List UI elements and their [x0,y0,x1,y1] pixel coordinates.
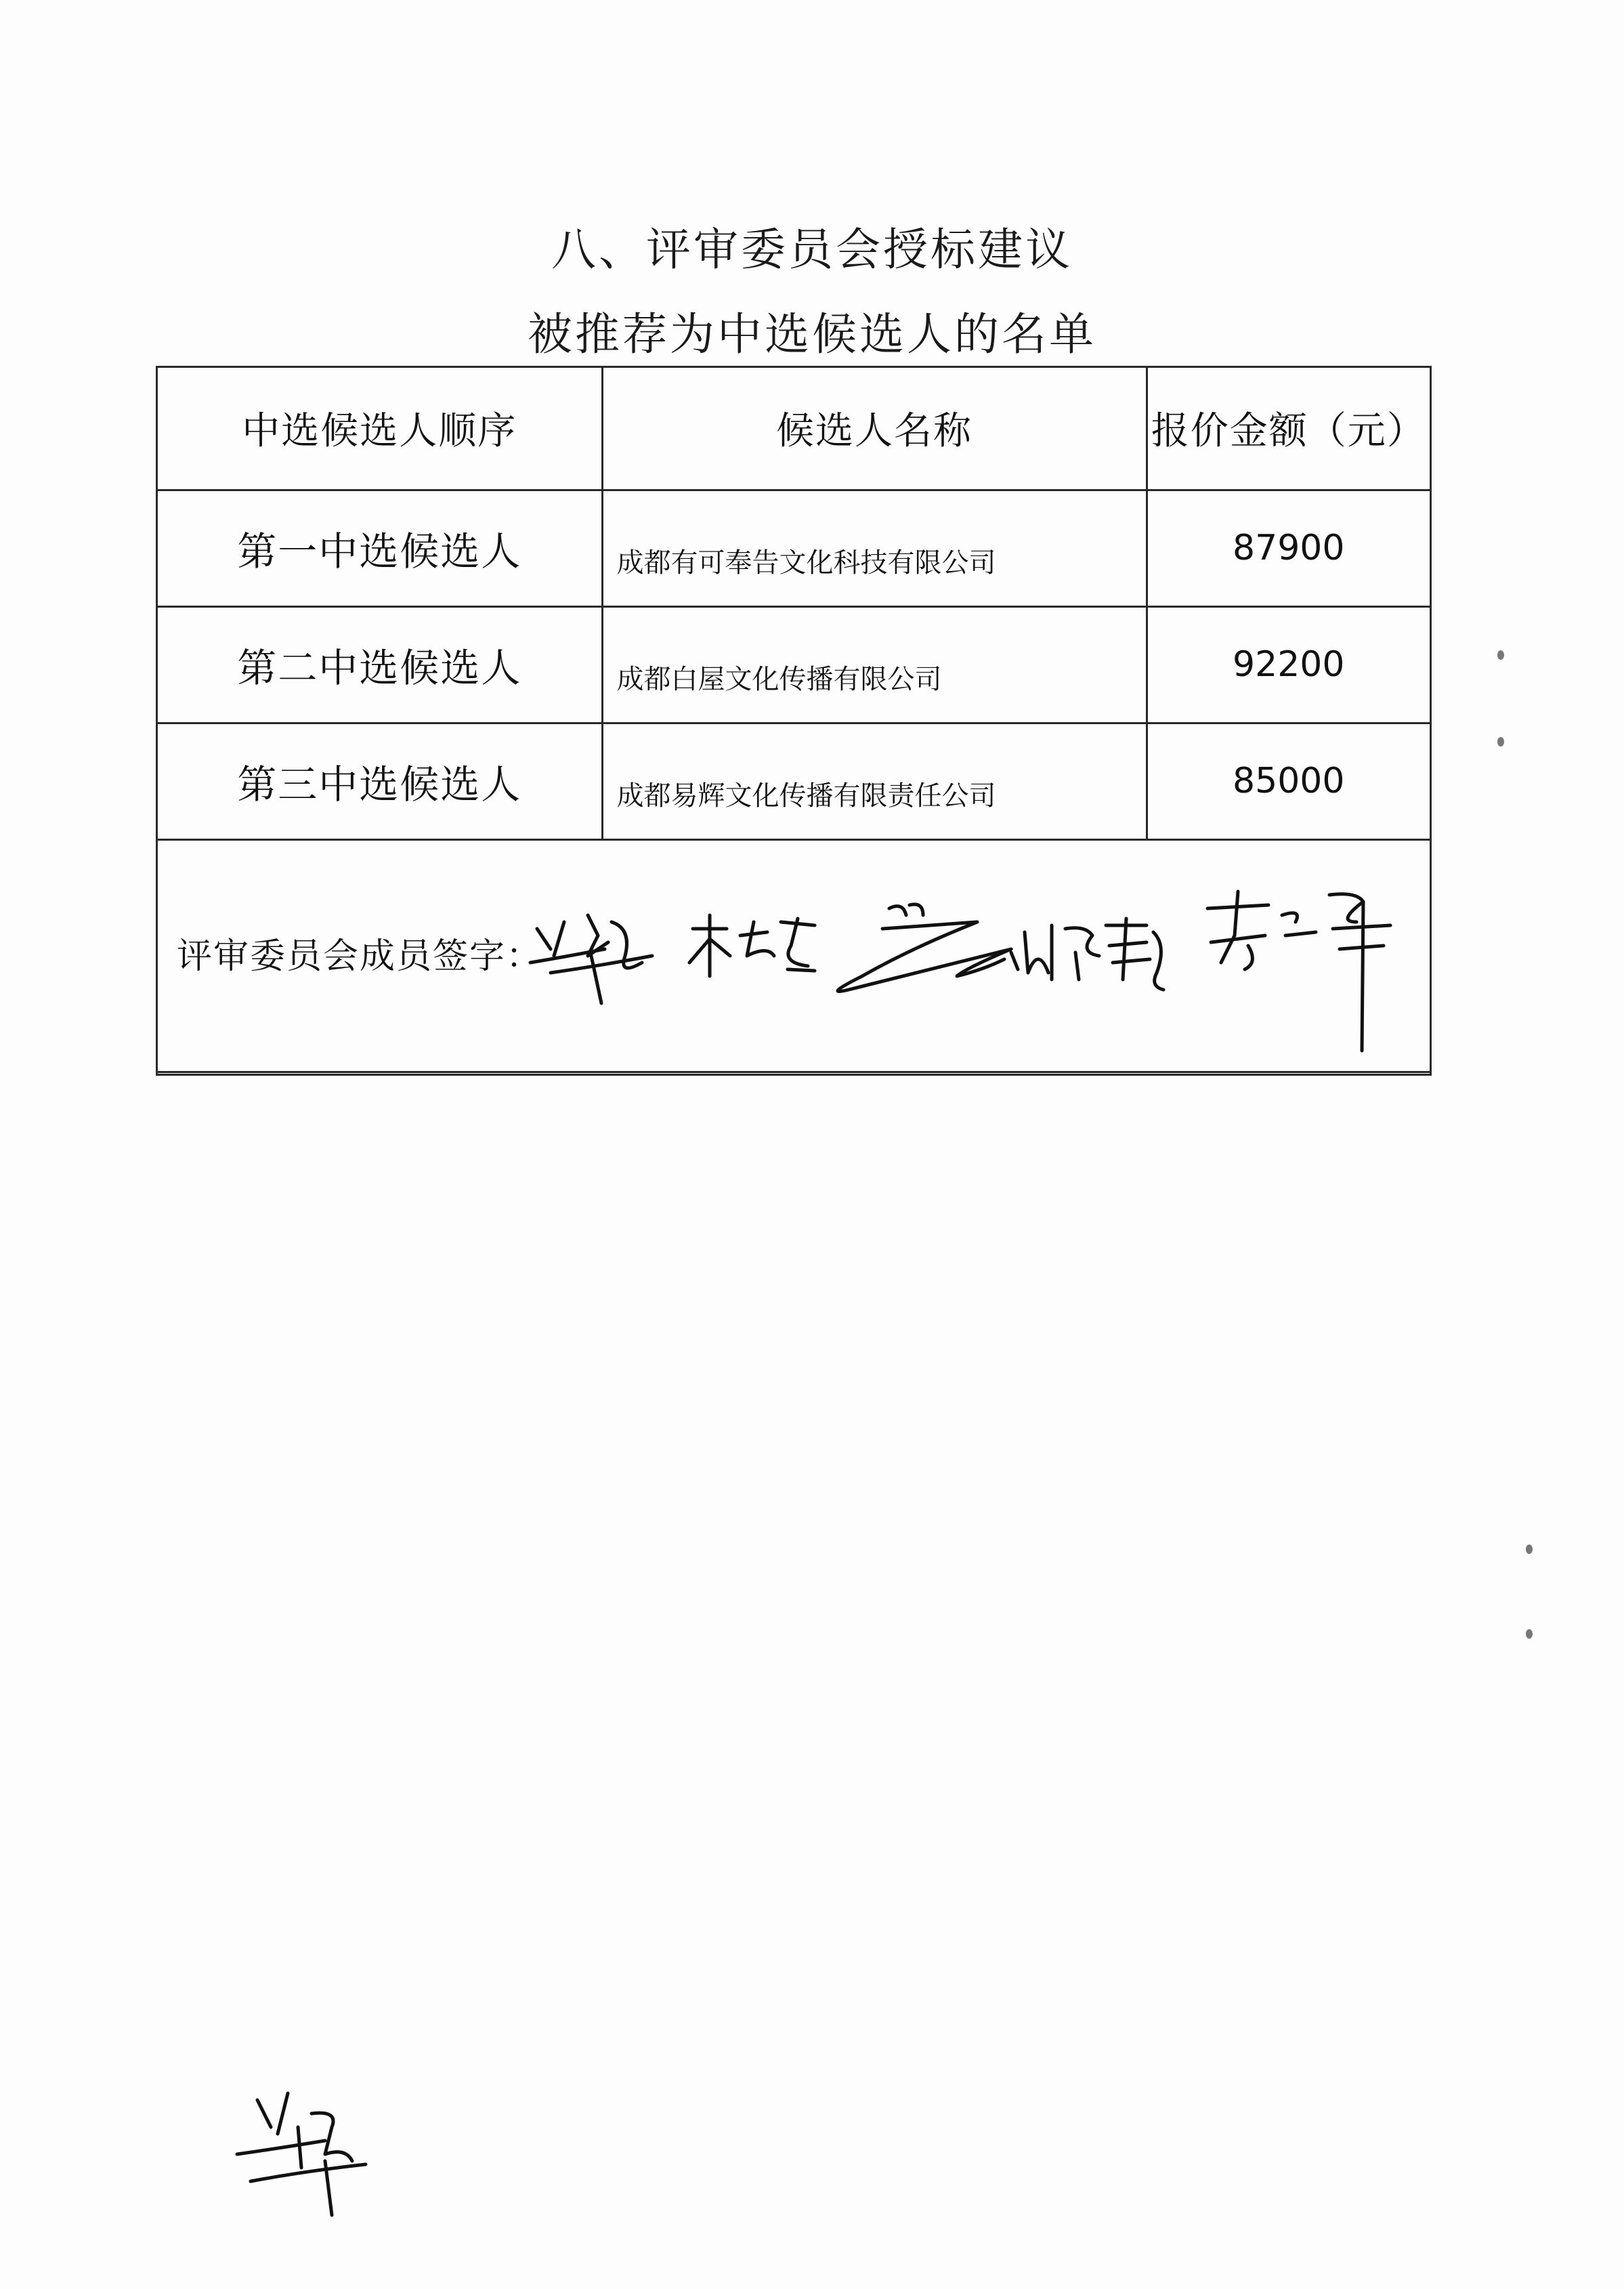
scan-speck [1526,1629,1533,1639]
scan-speck [1497,737,1504,747]
signature-label: 评审委员会成员签字： [177,936,543,977]
signature-5 [1194,881,1411,1071]
signature-area [158,841,1430,1071]
signature-2 [679,908,821,996]
candidate-company: 成都有可奉告文化科技有限公司 [602,490,1147,606]
candidate-amount: 92200 [1147,606,1430,723]
candidate-rank: 第二中选候选人 [158,606,602,723]
candidate-company: 成都易辉文化传播有限责任公司 [602,723,1147,839]
candidate-amount: 87900 [1147,490,1430,606]
footer-initial-signature [223,2086,386,2222]
candidate-rank: 第一中选候选人 [158,490,602,606]
scan-speck [1497,650,1504,660]
section-title: 八、评审委员会授标建议 [551,224,1073,276]
candidate-table [158,368,1430,1073]
signature-1 [523,908,666,1010]
candidate-table-frame [156,366,1432,1076]
table-row [158,490,1430,606]
signature-row [158,839,1430,1072]
candidate-amount: 85000 [1147,723,1430,839]
signature-4 [1011,905,1187,1007]
scan-speck [1526,1545,1533,1554]
header-amount: 报价金额（元） [1147,368,1430,490]
header-rank: 中选候选人顺序 [158,368,602,490]
section-subtitle: 被推荐为中选候选人的名单 [528,308,1096,360]
candidate-company: 成都白屋文化传播有限公司 [602,606,1147,723]
candidate-rank: 第三中选候选人 [158,723,602,839]
table-row [158,723,1430,839]
table-row [158,606,1430,723]
header-company: 候选人名称 [602,368,1147,490]
table-header-row [158,368,1430,490]
